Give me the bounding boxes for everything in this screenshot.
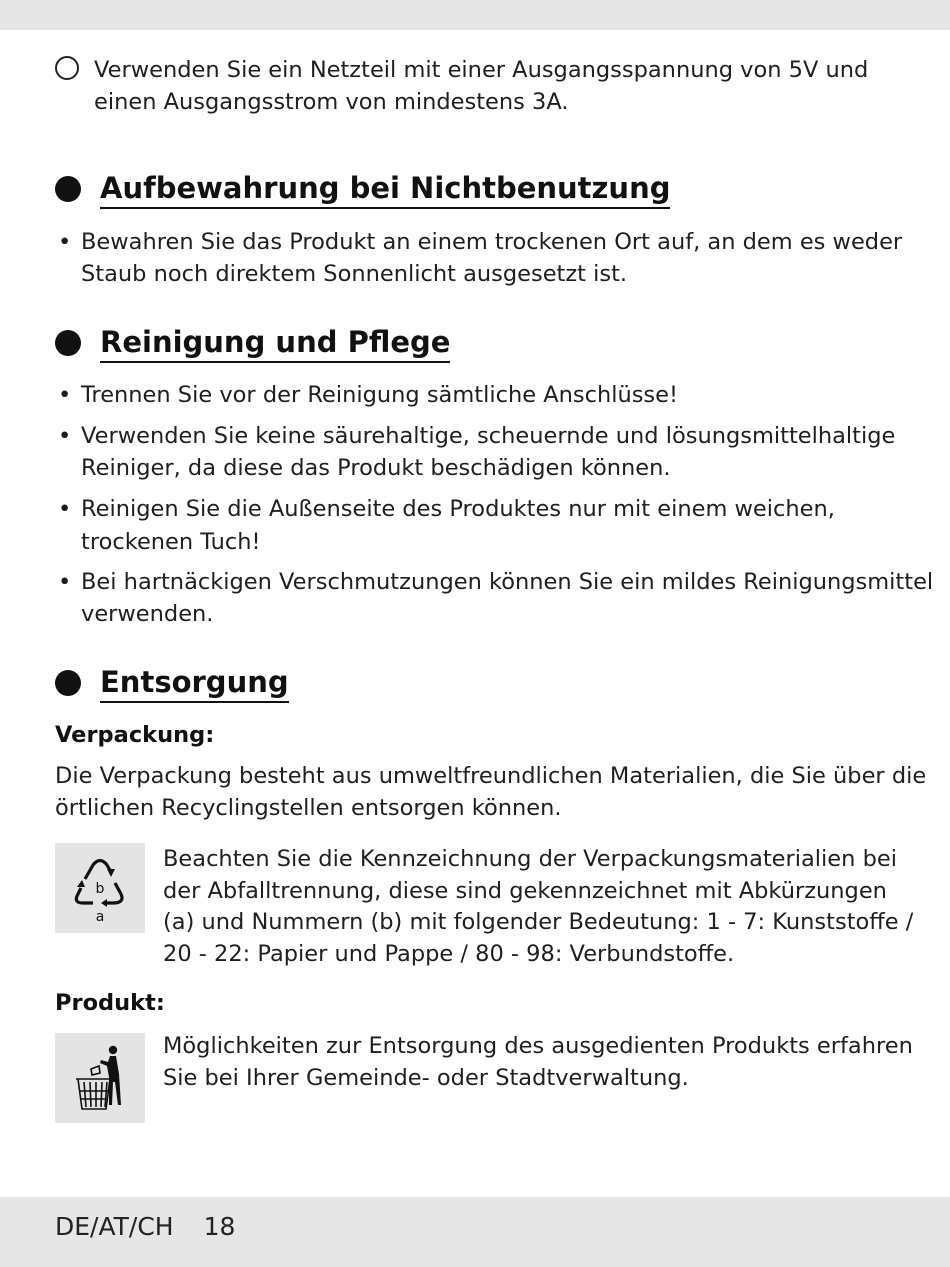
cleaning-item-3-line-2: trockenen Tuch! <box>81 529 261 555</box>
bullet-dot: • <box>58 423 72 449</box>
bullet-dot: • <box>58 569 72 595</box>
cleaning-item-4-line-2: verwenden. <box>81 601 214 627</box>
bullet-dot: • <box>58 229 72 255</box>
top-band <box>0 0 950 30</box>
product-note-line-1: Möglichkeiten zur Entsorgung des ausgedienten Produkts erfahren <box>163 1033 913 1059</box>
section-bullet-icon <box>55 330 81 356</box>
trash-bin-icon <box>55 1033 145 1123</box>
recycling-icon-label-a: a <box>95 909 105 925</box>
cleaning-item-4-line-1: Bei hartnäckigen Verschmutzungen können Sie ein mildes Reinigungsmittel <box>81 569 934 595</box>
hollow-bullet-icon <box>55 56 79 80</box>
cleaning-item-2-line-2: Reiniger, da diese das Produkt beschädigen können. <box>81 455 671 481</box>
storage-item-line-1: Bewahren Sie das Produkt an einem trockenen Ort auf, an dem es weder <box>81 229 903 255</box>
subheading-product: Produkt: <box>55 990 165 1016</box>
bullet-dot: • <box>58 382 72 408</box>
footer-locale: DE/AT/CH <box>55 1212 174 1241</box>
section-bullet-icon <box>55 176 81 202</box>
product-note-line-2: Sie bei Ihrer Gemeinde- oder Stadtverwaltung. <box>163 1065 689 1091</box>
top-note-line-2: einen Ausgangsstrom von mindestens 3A. <box>94 89 569 115</box>
heading-cleaning: Reinigung und Pflege <box>100 324 450 363</box>
packaging-note-line-4: 20 - 22: Papier und Pappe / 80 - 98: Verbundstoffe. <box>163 941 735 967</box>
heading-storage: Aufbewahrung bei Nichtbenutzung <box>100 170 670 209</box>
storage-item-line-2: Staub noch direktem Sonnenlicht ausgesetzt ist. <box>81 261 628 287</box>
cleaning-item-2-line-1: Verwenden Sie keine säurehaltige, scheuernde und lösungsmittelhaltige <box>81 423 896 449</box>
heading-disposal: Entsorgung <box>100 664 289 703</box>
top-note-line-1: Verwenden Sie ein Netzteil mit einer Ausgangsspannung von 5V und <box>94 57 869 83</box>
footer-page-number: 18 <box>203 1212 236 1241</box>
packaging-text-line-1: Die Verpackung besteht aus umweltfreundlichen Materialien, die Sie über die <box>55 763 927 789</box>
packaging-note-line-3: (a) und Nummern (b) mit folgender Bedeutung: 1 - 7: Kunststoffe / <box>163 909 914 935</box>
subheading-packaging: Verpackung: <box>55 722 215 748</box>
bullet-dot: • <box>58 496 72 522</box>
recycling-icon <box>55 843 145 933</box>
cleaning-item-1-line-1: Trennen Sie vor der Reinigung sämtliche Anschlüsse! <box>81 382 679 408</box>
packaging-text-line-2: örtlichen Recyclingstellen entsorgen können. <box>55 795 562 821</box>
cleaning-item-3-line-1: Reinigen Sie die Außenseite des Produktes nur mit einem weichen, <box>81 496 835 522</box>
footer <box>55 1212 235 1241</box>
section-bullet-icon <box>55 670 81 696</box>
recycling-icon-label-b: b <box>95 881 105 897</box>
packaging-note-line-2: der Abfalltrennung, diese sind gekennzeichnet mit Abkürzungen <box>163 878 887 904</box>
packaging-note-line-1: Beachten Sie die Kennzeichnung der Verpackungsmaterialien bei <box>163 846 897 872</box>
